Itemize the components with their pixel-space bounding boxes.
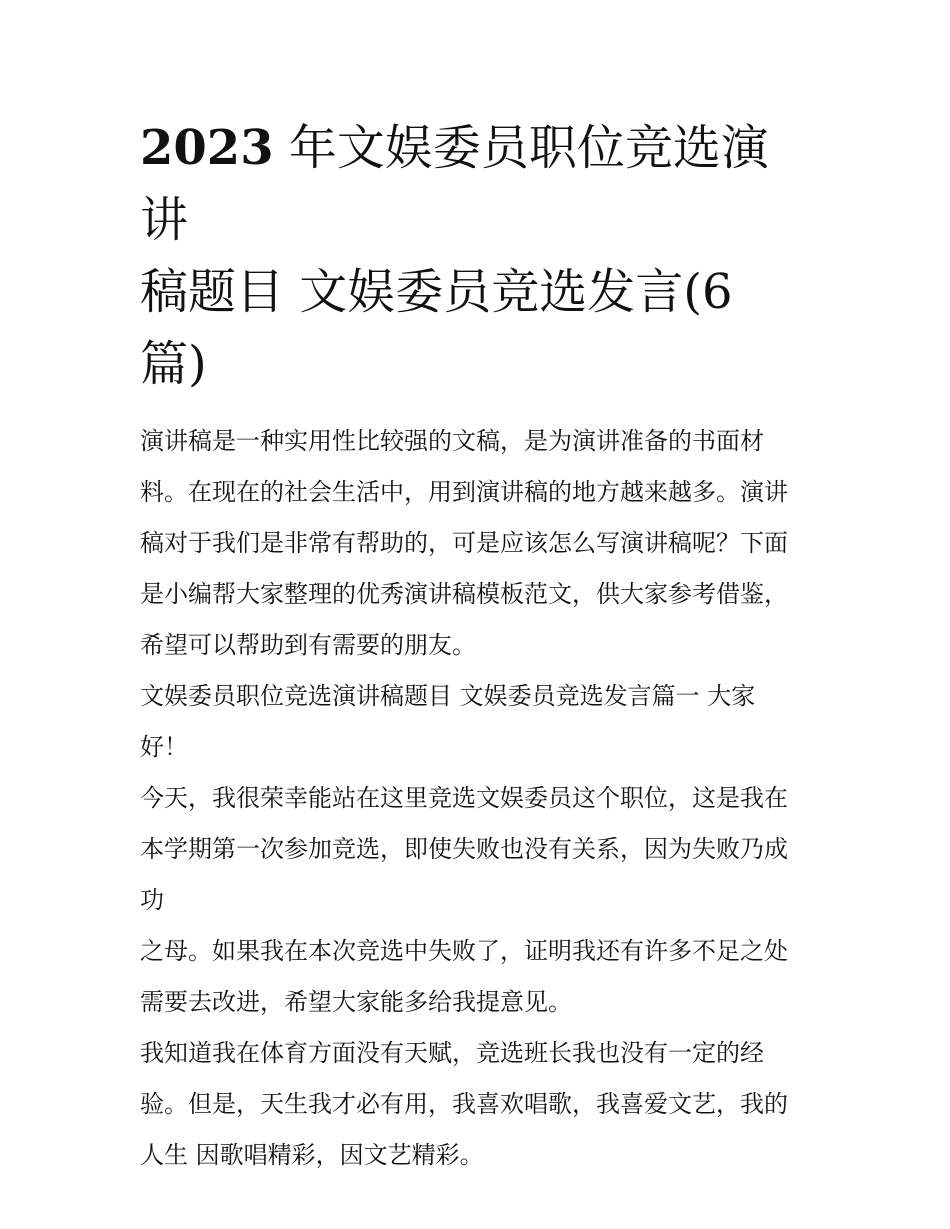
title-year: 2023 (140, 120, 274, 176)
body-line: 验。但是，天生我才必有用，我喜欢唱歌，我喜爱文艺，我的 (140, 1090, 788, 1118)
body-line: 之母。如果我在本次竞选中失败了，证明我还有许多不足之处 (140, 937, 788, 965)
body-line: 需要去改进，希望大家能多给我提意见。 (140, 988, 572, 1016)
document-body (140, 416, 816, 1181)
body-line: 本学期第一次参加竞选，即使失败也没有关系，因为失败乃成 (140, 835, 788, 863)
body-line: 演讲稿是一种实用性比较强的文稿，是为演讲准备的书面材 (140, 427, 764, 455)
body-line: 好！ (140, 733, 188, 761)
body-line: 人生 因歌唱精彩，因文艺精彩。 (140, 1141, 484, 1169)
body-line: 料。在现在的社会生活中，用到演讲稿的地方越来越多。演讲 (140, 478, 788, 506)
title-line-1 (140, 112, 816, 256)
title-line-2: 稿题目 文娱委员竞选发言(6 (140, 264, 733, 320)
title-line-3: 篇) (140, 336, 207, 392)
body-line: 文娱委员职位竞选演讲稿题目 文娱委员竞选发言篇一 大家 (140, 682, 756, 710)
title-line-1-rest: 年文娱委员职位竞选演讲 (140, 120, 769, 248)
document-title (140, 112, 816, 400)
body-line: 是小编帮大家整理的优秀演讲稿模板范文，供大家参考借鉴， (140, 580, 788, 608)
body-line: 稿对于我们是非常有帮助的，可是应该怎么写演讲稿呢？下面 (140, 529, 788, 557)
body-line: 功 (140, 886, 164, 914)
body-line: 我知道我在体育方面没有天赋，竞选班长我也没有一定的经 (140, 1039, 764, 1067)
document-page (140, 112, 816, 1181)
body-line: 今天，我很荣幸能站在这里竞选文娱委员这个职位，这是我在 (140, 784, 788, 812)
body-line: 希望可以帮助到有需要的朋友。 (140, 631, 476, 659)
